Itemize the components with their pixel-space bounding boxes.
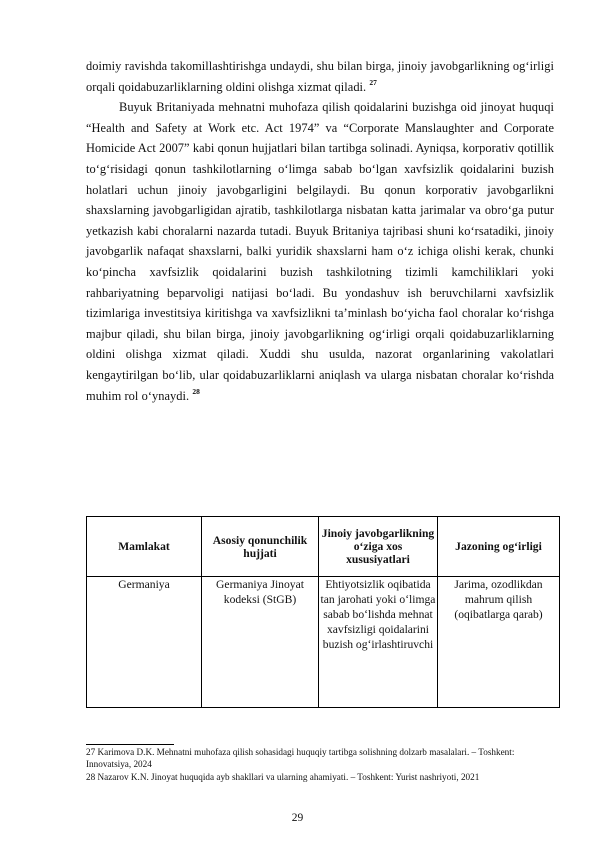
body-text [86,56,554,406]
footnote-ref-28[interactable]: 28 [192,386,200,396]
comparison-table [86,516,560,708]
cell-country: Germaniya [87,577,202,708]
footnote-27: 27 Karimova D.K. Mehnatni muhofaza qilish sohasidagi huquqiy tartibga solishning dolzarb masalalari. – Toshkent: Innovatsiya, 2024 [86,747,515,770]
paragraph-continuation [86,56,554,97]
footnote-28: 28 Nazarov K.N. Jinoyat huquqida ayb shakllari va ularning ahamiyati. – Toshkent: Yurist nashriyoti, 2021 [86,771,480,782]
table-header-row [87,517,560,577]
header-liability-features: Jinoiy javobgarlikning o‘ziga xos xususiyatlari [319,517,438,577]
table-row [87,577,560,708]
footnote-ref-27[interactable]: 27 [369,77,377,87]
page-number: 29 [291,812,304,824]
cell-features: Ehtiyotsizlik oqibatida tan jarohati yoki o‘limga sabab bo‘lishda mehnat xavfsizligi qoidalarini buzish og‘irlashtiruvchi [319,577,438,708]
header-main-legislation: Asosiy qonunchilik hujjati [202,517,319,577]
paragraph-text: Buyuk Britaniyada mehnatni muhofaza qilish qoidalarini buzishga oid jinoyat huquqi “Health and Safety at Work etc. Act 1974” va “Corporate Manslaughter and Corporate Homicide Act 2007” kabi qonun hujjatlari bilan tartibga solinadi. Ayniqsa, korporativ qotillik to‘g‘risidagi qonun tashkilotlarning o‘limga sabab bo‘lgan xavfsizlik qoidalarini buzish holatlari uchun jinoiy javobgarligini belgilaydi. Bu qonun korporativ javobgarlikni shaxslarning javobgarligidan ajratib, tashkilotlarga nisbatan katta jarimalar va obro‘ga putur yetkazish kabi choralarni nazarda tutadi. Buyuk Britaniya tajribasi shuni ko‘rsatadiki, jinoiy javobgarlik nafaqat shaxslarni, balki yuridik shaxslarni ham o‘z ichiga olishi kerak, chunki ko‘pincha xavfsizlik qoidalarini buzish tashkilotning tizimli kamchiliklari yoki rahbariyatning beparvoligi natijasi bo‘ladi. Bu yondashuv ish beruvchilarni xavfsizlik tizimlariga investitsiya kiritishga va xavfsizlikni ta’minlash bo‘yicha faol choralar ko‘rishga majbur qiladi, shu bilan birga, jinoiy javobgarlikning og‘irligi orqali qoidabuzarliklarning oldini olishga xizmat qiladi. Xuddi shu usulda, nazorat organlarining vakolatlari kengaytirilgan bo‘lib, ular qoidabuzarliklarni aniqlash va ularga nisbatan choralar ko‘rishda muhim rol o‘ynaydi. [86,100,554,403]
paragraph-text: doimiy ravishda takomillashtirishga undaydi, shu bilan birga, jinoiy javobgarlikning og‘irligi orqali qoidabuzarliklarning oldini olishga xizmat qiladi. [86,59,554,94]
paragraph-uk-law [86,97,554,406]
header-country: Mamlakat [87,517,202,577]
footnote-separator [86,744,174,745]
header-penalty-severity: Jazoning og‘irligi [438,517,560,577]
cell-legislation: Germaniya Jinoyat kodeksi (StGB) [202,577,319,708]
footnotes [86,746,558,783]
cell-penalty: Jarima, ozodlikdan mahrum qilish (oqibatlarga qarab) [438,577,560,708]
